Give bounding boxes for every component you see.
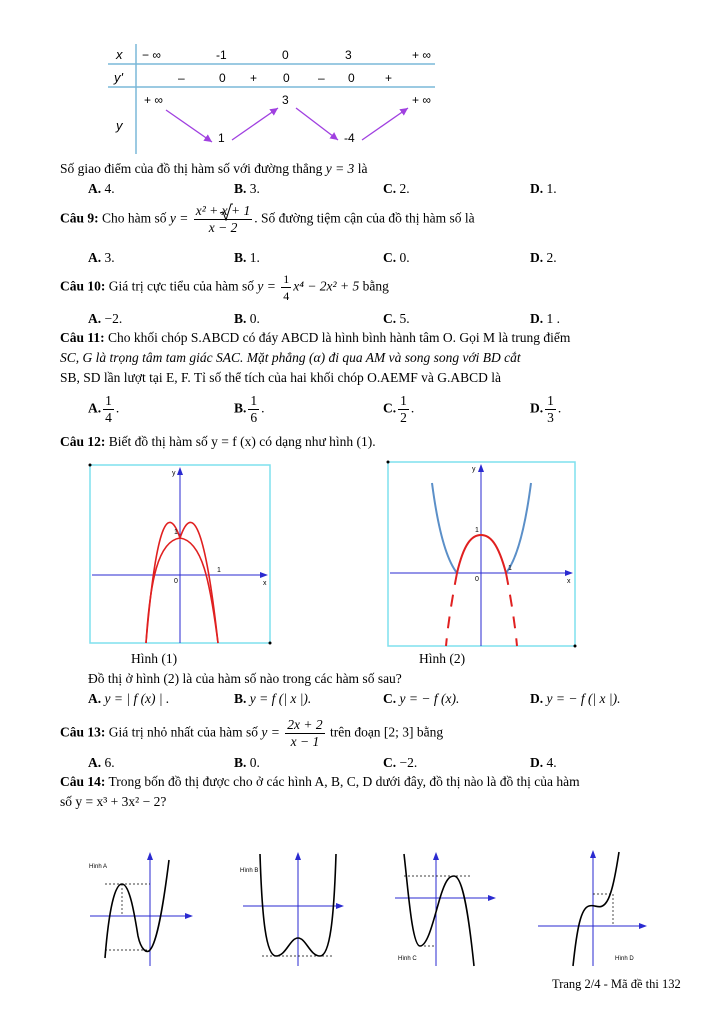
figure-2 [386, 459, 578, 649]
vt-x-val: + ∞ [412, 48, 431, 62]
fig2-tick-1-y: 1 [475, 527, 479, 534]
q9-option-b[interactable]: B. 1. [234, 250, 260, 265]
figure-a [85, 848, 195, 968]
fig-d-label: Hình D [615, 956, 634, 962]
vt-yprime-label: y' [114, 70, 123, 85]
vt-y-val: -4 [344, 131, 355, 145]
figure-d [535, 848, 650, 968]
q13-option-c[interactable]: C. −2. [383, 755, 418, 770]
q10-option-a[interactable]: A. −2. [88, 311, 123, 326]
vt-x-label: x [116, 47, 123, 62]
q11-line2: SC, G là trọng tâm tam giác SAC. Mặt phẳng (α) đi qua AM và song song với BD cắt [60, 350, 521, 365]
q12-option-c[interactable]: C. y = − f (x). [383, 691, 460, 706]
q12-stem: Câu 12: Biết đồ thị hàm số y = f (x) có dạng như hình (1). [60, 434, 376, 449]
figure-c [390, 848, 500, 968]
fig-a-label: Hình A [89, 864, 108, 870]
q9-option-a[interactable]: A. 3. [88, 250, 115, 265]
q8-stem: Số giao điểm của đồ thị hàm số với đường thẳng y = 3 là [60, 161, 368, 176]
q8-option-a[interactable]: A. 4. [88, 181, 115, 196]
q11-line3: SB, SD lần lượt tại E, F. Tỉ số thể tích của hai khối chóp O.AEMF và G.ABCD là [60, 370, 501, 385]
vt-yp-val: – [318, 71, 325, 85]
q12-question: Đồ thị ở hình (2) là của hàm số nào trong các hàm số sau? [88, 671, 402, 686]
fig2-origin: 0 [475, 576, 479, 583]
figure-1 [88, 461, 273, 646]
vt-yp-val: + [385, 71, 393, 85]
sqrt-sign [219, 203, 233, 221]
page-footer: Trang 2/4 - Mã đề thi 132 [552, 977, 681, 991]
q14-line2: số y = x³ + 3x² − 2? [60, 794, 167, 809]
fig1-y-label: y [172, 470, 176, 477]
vt-x-val: 3 [345, 48, 352, 62]
q10-option-d[interactable]: D. 1 . [530, 311, 560, 326]
vt-yp-val: – [178, 71, 185, 85]
figure-2-caption: Hình (2) [419, 651, 466, 666]
q13-option-b[interactable]: B. 0. [234, 755, 260, 770]
q8-option-b[interactable]: B. 3. [234, 181, 260, 196]
figure-1-caption: Hình (1) [131, 651, 178, 666]
fig2-y-label: y [472, 466, 476, 473]
vt-arrow [166, 110, 212, 142]
vt-x-val: − ∞ [142, 48, 161, 62]
q8-option-d[interactable]: D. 1. [530, 181, 557, 196]
vt-y-val: + ∞ [144, 93, 163, 107]
vt-yp-val: + [250, 71, 258, 85]
q13-option-d[interactable]: D. 4. [530, 755, 557, 770]
fig-c-label: Hình C [398, 956, 417, 962]
vt-y-val: 1 [218, 131, 225, 145]
vt-arrow [296, 108, 338, 140]
variation-table [100, 42, 440, 157]
fig-b-label: Hình B [240, 868, 259, 874]
q9-option-c[interactable]: C. 0. [383, 250, 410, 265]
fig1-origin: 0 [174, 578, 178, 585]
vt-yp-val: 0 [283, 71, 290, 85]
fig1-tick-1-x: 1 [217, 567, 221, 574]
vt-yp-val: 0 [348, 71, 355, 85]
q9-option-d[interactable]: D. 2. [530, 250, 557, 265]
q14-line1: Câu 14: Trong bốn đồ thị được cho ở các hình A, B, C, D dưới đây, đồ thị nào là đồ thị của hàm [60, 774, 580, 789]
q11-option-b[interactable]: B. $\frac{1}{6}$ . [234, 393, 265, 425]
vt-y-label: y [116, 118, 123, 133]
fig2-tick-1-x: 1 [508, 565, 512, 572]
q11-option-a[interactable]: A. $\frac{1}{4}$ . [88, 393, 120, 425]
q9-stem: Câu 9: Cho hàm số y = $\frac{\text{x² + x + 1}}{x - 2}$ . Số đường tiệm cận của đồ thị hàm số là [60, 203, 475, 235]
vt-x-val: -1 [216, 48, 227, 62]
q13-stem: Câu 13: Giá trị nhỏ nhất của hàm số y = $\frac{2x + 2}{x - 1}$ trên đoạn [2; 3] bằng [60, 717, 444, 749]
figure-b [238, 848, 348, 968]
vt-arrow [362, 108, 408, 140]
vt-x-val: 0 [282, 48, 289, 62]
vt-arrow [232, 108, 278, 140]
q11-option-c[interactable]: C. $\frac{1}{2}$ . [383, 393, 415, 425]
q10-option-c[interactable]: C. 5. [383, 311, 410, 326]
q13-option-a[interactable]: A. 6. [88, 755, 115, 770]
q12-option-a[interactable]: A. y = | f (x) | . [88, 691, 170, 706]
q10-stem: Câu 10: Giá trị cực tiểu của hàm số y = $\frac{1}{4}$ x⁴ − 2x² + 5 bằng [60, 272, 389, 303]
q11-line1: Câu 11: Cho khối chóp S.ABCD có đáy ABCD là hình bình hành tâm O. Gọi M là trung điểm [60, 330, 571, 345]
q11-option-d[interactable]: D. $\frac{1}{3}$ . [530, 393, 562, 425]
q12-option-b[interactable]: B. y = f (| x |). [234, 691, 312, 706]
fig1-x-label: x [263, 580, 267, 587]
q10-option-b[interactable]: B. 0. [234, 311, 260, 326]
vt-y-val: + ∞ [412, 93, 431, 107]
q12-option-d[interactable]: D. y = − f (| x |). [530, 691, 621, 706]
fig1-tick-1-y: 1 [174, 529, 178, 536]
vt-yp-val: 0 [219, 71, 226, 85]
q8-option-c[interactable]: C. 2. [383, 181, 410, 196]
fig2-x-label: x [567, 578, 571, 585]
vt-y-val: 3 [282, 93, 289, 107]
